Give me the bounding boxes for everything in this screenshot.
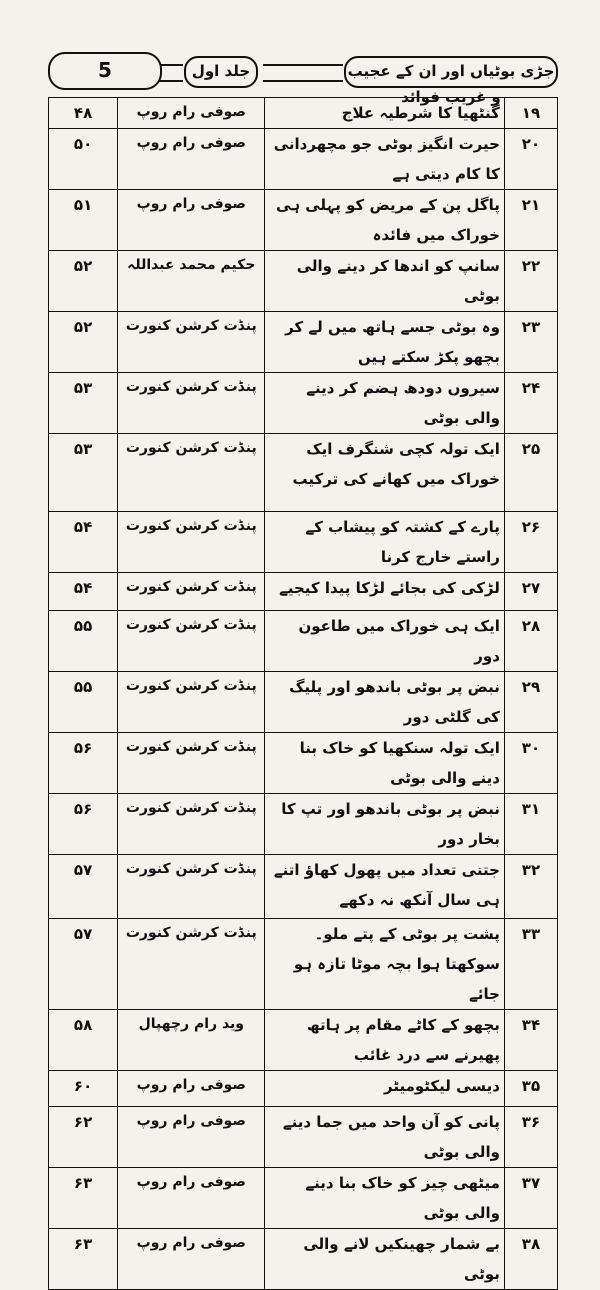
entry-author: حکیم محمد عبداللہ <box>118 251 265 312</box>
table-row <box>49 512 558 573</box>
entry-number: ۳۳ <box>504 919 557 1010</box>
entry-author: صوفی رام روپ <box>118 1229 265 1290</box>
entry-title: گنٹھیا کا شرطیہ علاج <box>265 98 504 129</box>
table-row <box>49 855 558 919</box>
page-header <box>48 52 558 106</box>
entry-number: ۱۹ <box>504 98 557 129</box>
entry-number: ۲۴ <box>504 373 557 434</box>
entry-title: پانی کو آن واحد میں جما دینے والی بوٹی <box>265 1107 504 1168</box>
entry-page: ۵۴ <box>49 573 118 611</box>
entry-author: صوفی رام روپ <box>118 1168 265 1229</box>
contents-table <box>48 97 558 1290</box>
entry-number: ۳۱ <box>504 794 557 855</box>
entry-title: نبض پر بوٹی باندھو اور پلیگ کی گلٹی دور <box>265 672 504 733</box>
table-row <box>49 1107 558 1168</box>
page-number: 5 <box>48 52 162 90</box>
entry-page: ۵۶ <box>49 794 118 855</box>
entry-author: پنڈت کرشن کنورت <box>118 312 265 373</box>
entry-number: ۳۶ <box>504 1107 557 1168</box>
table-row <box>49 1168 558 1229</box>
entry-page: ۶۳ <box>49 1168 118 1229</box>
table-row <box>49 733 558 794</box>
entry-number: ۲۹ <box>504 672 557 733</box>
table-row <box>49 1229 558 1290</box>
entry-author: صوفی رام روپ <box>118 129 265 190</box>
entry-author: پنڈت کرشن کنورت <box>118 855 265 919</box>
entry-title: بے شمار چھینکیں لانے والی بوٹی <box>265 1229 504 1290</box>
entry-number: ۲۲ <box>504 251 557 312</box>
table-row <box>49 129 558 190</box>
entry-page: ۶۳ <box>49 1229 118 1290</box>
entry-number: ۲۳ <box>504 312 557 373</box>
entry-number: ۳۸ <box>504 1229 557 1290</box>
entry-author: صوفی رام روپ <box>118 98 265 129</box>
entry-page: ۵۲ <box>49 312 118 373</box>
entry-title: ایک تولہ کچی شنگرف ایک خوراک میں کھانے کی ترکیب <box>265 434 504 512</box>
entry-number: ۲۵ <box>504 434 557 512</box>
table-row <box>49 1010 558 1071</box>
entry-title: حیرت انگیز بوٹی جو مچھردانی کا کام دیتی ہے <box>265 129 504 190</box>
entry-page: ۵۰ <box>49 129 118 190</box>
entry-page: ۵۸ <box>49 1010 118 1071</box>
book-title: جڑی بوٹیاں اور ان کے عجیب و غریب فوائد <box>344 56 558 88</box>
table-row <box>49 573 558 611</box>
entry-author: پنڈت کرشن کنورت <box>118 373 265 434</box>
table-row <box>49 794 558 855</box>
entry-author: پنڈت کرشن کنورت <box>118 672 265 733</box>
entry-number: ۳۵ <box>504 1071 557 1107</box>
entry-title: سانپ کو اندھا کر دینے والی بوٹی <box>265 251 504 312</box>
entry-page: ۵۶ <box>49 733 118 794</box>
volume-label: جلد اول <box>184 56 258 88</box>
entry-author: پنڈت کرشن کنورت <box>118 611 265 672</box>
table-row <box>49 1071 558 1107</box>
entry-page: ۵۵ <box>49 611 118 672</box>
entry-number: ۲۱ <box>504 190 557 251</box>
entry-number: ۲۶ <box>504 512 557 573</box>
entry-title: پارے کے کشتہ کو پیشاب کے راستے خارج کرنا <box>265 512 504 573</box>
entry-title: بچھو کے کاٹے مقام پر ہاتھ پھیرنے سے درد غائب <box>265 1010 504 1071</box>
entry-number: ۳۲ <box>504 855 557 919</box>
entry-author: صوفی رام روپ <box>118 1071 265 1107</box>
entry-page: ۶۰ <box>49 1071 118 1107</box>
table-row <box>49 434 558 512</box>
table-row <box>49 373 558 434</box>
table-row <box>49 98 558 129</box>
entry-title: وہ بوٹی جسے ہاتھ میں لے کر بچھو پکڑ سکتے ہیں <box>265 312 504 373</box>
table-row <box>49 611 558 672</box>
entry-title: پاگل پن کے مریض کو پہلی ہی خوراک میں فائدہ <box>265 190 504 251</box>
entry-title: میٹھی چیز کو خاک بنا دینے والی بوٹی <box>265 1168 504 1229</box>
entry-page: ۵۷ <box>49 855 118 919</box>
entry-author: پنڈت کرشن کنورت <box>118 733 265 794</box>
entry-title: سیروں دودھ ہضم کر دینے والی بوٹی <box>265 373 504 434</box>
entry-title: پشت پر بوٹی کے پتے ملو۔ سوکھتا ہوا بچہ موٹا تازہ ہو جائے <box>265 919 504 1010</box>
entry-page: ۵۵ <box>49 672 118 733</box>
table-row <box>49 919 558 1010</box>
entry-author: پنڈت کرشن کنورت <box>118 434 265 512</box>
entry-page: ۴۸ <box>49 98 118 129</box>
entry-page: ۵۴ <box>49 512 118 573</box>
entry-page: ۵۲ <box>49 251 118 312</box>
table-row <box>49 190 558 251</box>
entry-title: جتنی تعداد میں پھول کھاؤ اتنے ہی سال آنکھ نہ دکھے <box>265 855 504 919</box>
entry-number: ۲۸ <box>504 611 557 672</box>
entry-author: پنڈت کرشن کنورت <box>118 919 265 1010</box>
entry-number: ۲۰ <box>504 129 557 190</box>
entry-page: ۵۷ <box>49 919 118 1010</box>
entry-page: ۵۳ <box>49 434 118 512</box>
entry-title: دیسی لیکٹومیٹر <box>265 1071 504 1107</box>
entry-author: پنڈت کرشن کنورت <box>118 512 265 573</box>
table-row <box>49 251 558 312</box>
entry-page: ۵۳ <box>49 373 118 434</box>
entry-number: ۳۴ <box>504 1010 557 1071</box>
header-ornament <box>263 64 343 82</box>
entry-title: نبض پر بوٹی باندھو اور تپ کا بخار دور <box>265 794 504 855</box>
entry-author: صوفی رام روپ <box>118 190 265 251</box>
entry-title: لڑکی کی بجائے لڑکا پیدا کیجیے <box>265 573 504 611</box>
entry-number: ۳۰ <box>504 733 557 794</box>
entry-number: ۳۷ <box>504 1168 557 1229</box>
entry-page: ۶۲ <box>49 1107 118 1168</box>
table-row <box>49 312 558 373</box>
entry-author: پنڈت کرشن کنورت <box>118 573 265 611</box>
entry-title: ایک تولہ سنکھیا کو خاک بنا دینے والی بوٹی <box>265 733 504 794</box>
entry-author: صوفی رام روپ <box>118 1107 265 1168</box>
entry-title: ایک ہی خوراک میں طاعون دور <box>265 611 504 672</box>
entry-author: پنڈت کرشن کنورت <box>118 794 265 855</box>
entry-author: وید رام رچھپال <box>118 1010 265 1071</box>
table-row <box>49 672 558 733</box>
entry-page: ۵۱ <box>49 190 118 251</box>
entry-number: ۲۷ <box>504 573 557 611</box>
